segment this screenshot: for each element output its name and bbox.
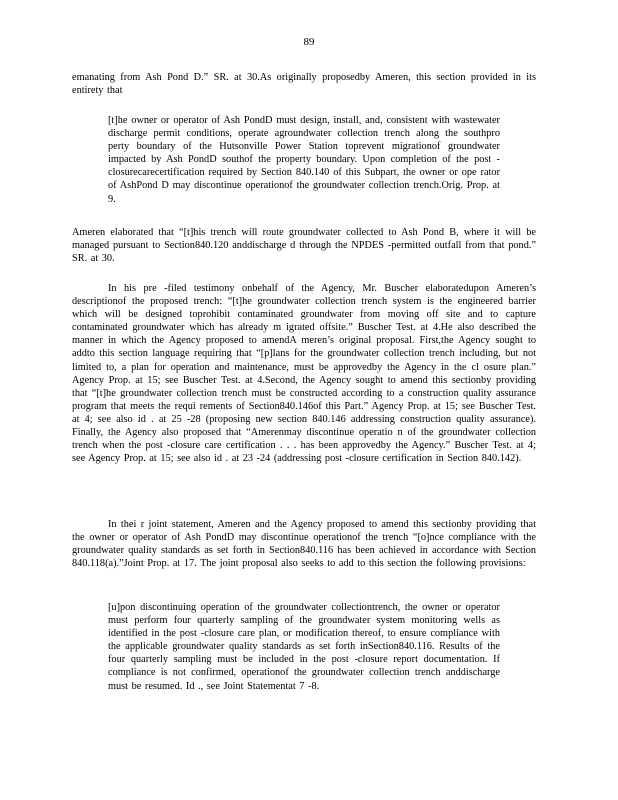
paragraph-buscher-testimony: In his pre -filed testimony onbehalf of the Agency, Mr. Buscher elaboratedupon Ameren’s descriptionof the proposed trench: “[t]he groundwater collection trench system is the engineered barrier which will be designed toprohibit contaminated groundwater from moving off site and to capture contaminated groundwater which has already m igrated offsite.” Buscher Test. at 4.He also described the manner in which the Agency proposed to amendA meren’s original proposal. First,the Agency sought to addto this section language requiring that “[p]lans for the groundwater collection trench including, but not limited to, a plan for operation and maintenance, must be approvedby the Agency in the cl osure plan.” Agency Prop. at 15; see Buscher Test. at 4.Second, the Agency sought to amend this sectionby providing that “[t]he groundwater collection trench must be constructed according to a construction quality assurance program that meets the requi rements of Section840.146of this Part.” Agency Prop. at 15; see Buscher Test. at 4; see also id . at 25 -28 (proposing new section 840.146 addressing construction quality assurance). Finally, the Agency also proposed that “Amerenmay discontinue operatio n of the groundwater collection trench when the post -closure care certification . . . has been approvedby the Agency.” Buscher Test. at 4; see Agency Prop. at 15; see also id . at 23 -24 (addressing post -closure certification in Section 840.142).: [72, 283, 536, 465]
paragraph-emanating: emanating from Ash Pond D.” SR. at 30.As originally proposedby Ameren, this section provided in its entirety that: [72, 72, 536, 97]
page-number: 89: [303, 36, 315, 48]
block-quote-original-proposal: [t]he owner or operator of Ash PondD must design, install, and, consistent with wastewater discharge permit conditions, operate agroundwater collection trench along the southpro perty boundary of the Hutsonville Power Station toprevent migrationof groundwater impacted by Ash PondD southof the property boundary. Upon completion of the post - closurecarecertification required by Section 840.140 of this Subpart, the owner or ope rator of AshPond D may discontinue operationof the groundwater collection trench.Orig. Prop. at 9.: [108, 115, 500, 205]
paragraph-ameren-elaborated: Ameren elaborated that “[t]his trench will route groundwater collected to Ash Pond B, where it will be managed pursuant to Section840.120 anddischarge d through the NPDES -permitted outfall from that pond.” SR. at 30.: [72, 227, 536, 265]
block-quote-joint-proposal: [u]pon discontinuing operation of the groundwater collectiontrench, the owner or operator must perform four quarterly sampling of the groundwater system monitoring wells as identified in the post -closure care plan, or modification thereof, to ensure compliance with the applicable groundwater quality standards as set forth inSection840.116. Results of the four quarterly sampling must be included in the post -closure report documentation. If compliance is not confirmed, operationof the groundwater collection trench anddischarge must be resumed. Id ., see Joint Statementat 7 -8.: [108, 602, 500, 692]
paragraph-joint-statement: In thei r joint statement, Ameren and the Agency proposed to amend this sectionby providing that the owner or operator of Ash PondD may discontinue operationof the trench “[o]nce compliance with the groundwater quality standards as set forth in Section840.116 has been achieved in accordance with Section 840.118(a).”Joint Prop. at 17. The joint proposal also seeks to add to this section the following provisions:: [72, 519, 536, 570]
